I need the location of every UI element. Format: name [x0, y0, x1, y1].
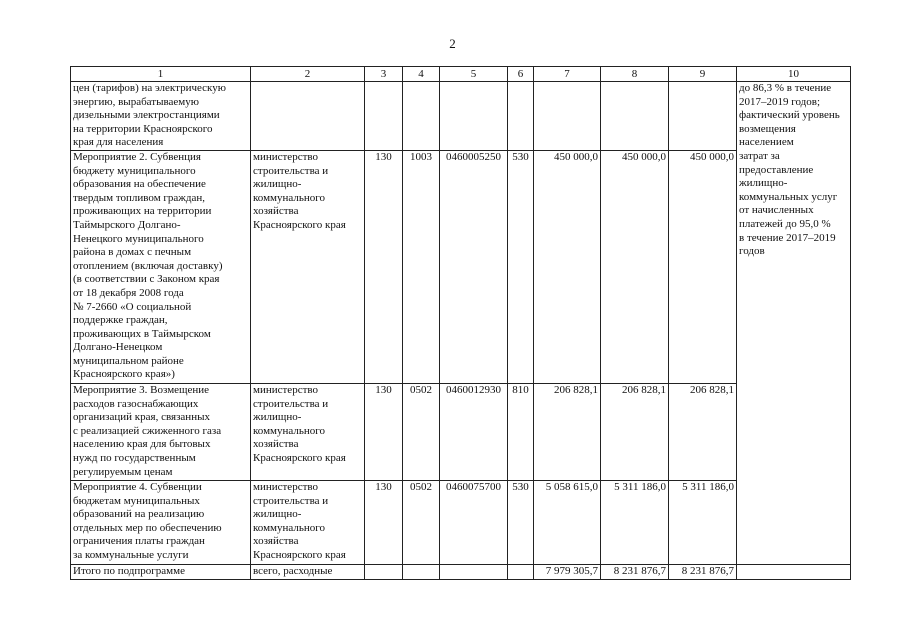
total-scope-cell: всего, расходные — [251, 564, 365, 579]
rzpr-cell: 1003 — [403, 150, 440, 383]
column-header: 4 — [403, 67, 440, 82]
rzpr-cell: 0502 — [403, 480, 440, 564]
column-header: 10 — [737, 67, 851, 82]
page-number: 2 — [449, 36, 456, 51]
year1-amount-cell — [534, 82, 601, 151]
table-row — [71, 150, 851, 383]
grbs-cell — [365, 564, 403, 579]
total-row — [71, 564, 851, 579]
vr-cell — [508, 564, 534, 579]
column-header: 7 — [534, 67, 601, 82]
rzpr-cell: 0502 — [403, 383, 440, 480]
grbs-cell — [365, 82, 403, 151]
executor-cell: министерство строительства и жилищно- коммунального хозяйства Красноярского края — [251, 383, 365, 480]
grbs-cell: 130 — [365, 480, 403, 564]
column-header: 6 — [508, 67, 534, 82]
vr-cell: 810 — [508, 383, 534, 480]
table-row — [71, 383, 851, 480]
table-row — [71, 82, 851, 151]
grbs-cell: 130 — [365, 150, 403, 383]
executor-cell: министерство строительства и жилищно- коммунального хозяйства Красноярского края — [251, 480, 365, 564]
year2-amount-cell: 206 828,1 — [601, 383, 669, 480]
expected-result-cell: до 86,3 % в течение 2017–2019 годов; фактический уровень возмещения населением затрат за предоставление жилищно- коммунальных услуг от начисленных платежей до 95,0 % в течение 2017–2019 годов — [737, 82, 851, 565]
csr-cell — [440, 564, 508, 579]
budget-table — [70, 66, 851, 580]
column-header: 8 — [601, 67, 669, 82]
activity-cell: Мероприятие 2. Субвенция бюджету муниципального образования на обеспечение твердым топливом граждан, проживающих на территории Таймырского Долгано- Ненецкого муниципального района в домах с печным отоплением (включая доставку) (в соответствии с Законом края от 18 декабря 2008 года № 7-2660 «О социальной поддержке граждан, проживающих в Таймырском Долгано-Ненецком муниципальном районе Красноярского края») — [71, 150, 251, 383]
csr-cell: 0460075700 — [440, 480, 508, 564]
year2-amount-cell: 5 311 186,0 — [601, 480, 669, 564]
year3-amount-cell — [669, 82, 737, 151]
total-notes-cell — [737, 564, 851, 579]
year1-amount-cell: 206 828,1 — [534, 383, 601, 480]
csr-cell: 0460012930 — [440, 383, 508, 480]
column-header: 9 — [669, 67, 737, 82]
column-header: 3 — [365, 67, 403, 82]
total-year1-cell: 7 979 305,7 — [534, 564, 601, 579]
vr-cell: 530 — [508, 150, 534, 383]
rzpr-cell — [403, 82, 440, 151]
table-row — [71, 480, 851, 564]
activity-cell: цен (тарифов) на электрическую энергию, вырабатываемую дизельными электростанциями на территории Красноярского края для населения — [71, 82, 251, 151]
column-header: 1 — [71, 67, 251, 82]
year2-amount-cell — [601, 82, 669, 151]
executor-cell — [251, 82, 365, 151]
activity-cell: Мероприятие 4. Субвенции бюджетам муниципальных образований на реализацию отдельных мер по обеспечению ограничения платы граждан за коммунальные услуги — [71, 480, 251, 564]
executor-cell: министерство строительства и жилищно- коммунального хозяйства Красноярского края — [251, 150, 365, 383]
column-header: 5 — [440, 67, 508, 82]
grbs-cell: 130 — [365, 383, 403, 480]
year1-amount-cell: 5 058 615,0 — [534, 480, 601, 564]
table-header-row — [71, 67, 851, 82]
csr-cell: 0460005250 — [440, 150, 508, 383]
total-year2-cell: 8 231 876,7 — [601, 564, 669, 579]
year1-amount-cell: 450 000,0 — [534, 150, 601, 383]
activity-cell: Мероприятие 3. Возмещение расходов газоснабжающих организаций края, связанных с реализацией сжиженного газа населению края для бытовых нужд по государственным регулируемым ценам — [71, 383, 251, 480]
year3-amount-cell: 206 828,1 — [669, 383, 737, 480]
total-year3-cell: 8 231 876,7 — [669, 564, 737, 579]
column-header: 2 — [251, 67, 365, 82]
year3-amount-cell: 450 000,0 — [669, 150, 737, 383]
vr-cell: 530 — [508, 480, 534, 564]
total-label-cell: Итого по подпрограмме — [71, 564, 251, 579]
vr-cell — [508, 82, 534, 151]
year2-amount-cell: 450 000,0 — [601, 150, 669, 383]
csr-cell — [440, 82, 508, 151]
rzpr-cell — [403, 564, 440, 579]
year3-amount-cell: 5 311 186,0 — [669, 480, 737, 564]
